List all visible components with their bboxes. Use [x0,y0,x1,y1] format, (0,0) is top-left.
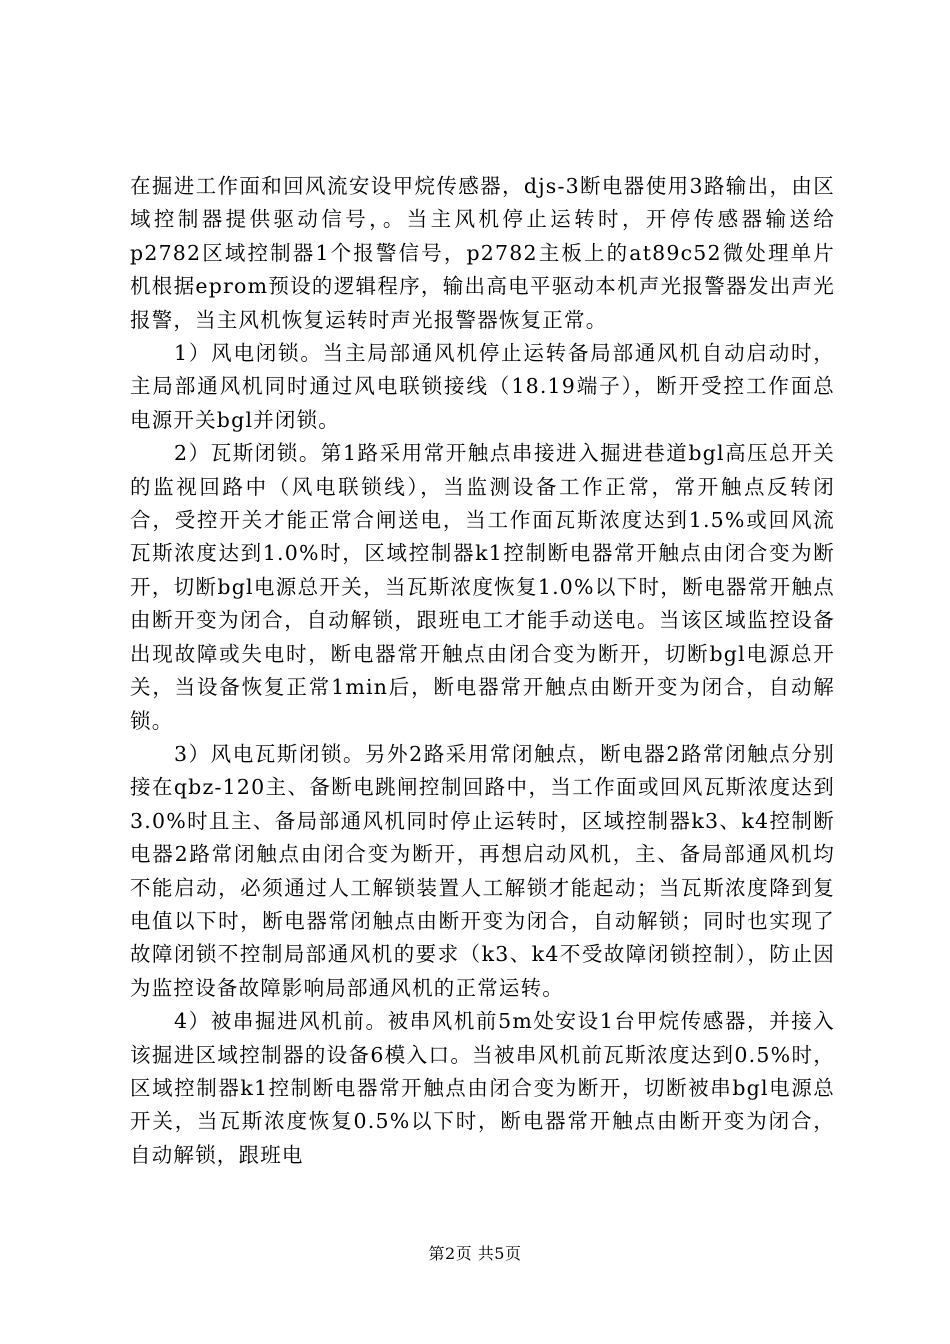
paragraph-wind-gas-lockout: 3）风电瓦斯闭锁。另外2路采用常闭触点，断电器2路常闭触点分别接在qbz-120主、备断电跳闸控制回路中，当工作面或回风瓦斯浓度达到3.0%时且主、备局部通风机同时停止运转时，区域控制器k3、k4控制断电器2路常闭触点由闭合变为断开，再想启动风机，主、备局部通风机均不能启动，必须通过人工解锁装置人工解锁才能起动；当瓦斯浓度降到复电值以下时，断电器常闭触点由断开变为闭合，自动解锁；同时也实现了故障闭锁不控制局部通风机的要求（k3、k4不受故障闭锁控制），防止因为监控设备故障影响局部通风机的正常运转。 [130,741,835,1000]
paragraph-gas-lockout: 2）瓦斯闭锁。第1路采用常开触点串接进入掘进巷道bgl高压总开关的监视回路中（风电联锁线），当监测设备工作正常，常开触点反转闭合，受控开关才能正常合闸送电，当工作面瓦斯浓度达到1.5%或回风流瓦斯浓度达到1.0%时，区域控制器k1控制断电器常开触点由闭合变为断开，切断bgl电源总开关，当瓦斯浓度恢复1.0%以下时，断电器常开触点由断开变为闭合，自动解锁，跟班电工才能手动送电。当该区域监控设备出现故障或失电时，断电器常开触点由闭合变为断开，切断bgl电源总开关，当设备恢复正常1min后，断电器常开触点由断开变为闭合，自动解锁。 [130,441,835,733]
page-number-footer: 第2页 共5页 [428,1244,522,1263]
paragraph-continuation: 在掘进工作面和回风流安设甲烷传感器，djs-3断电器使用3路输出，由区域控制器提供驱动信号，。当主风机停止运转时，开停传感器输送给p2782区域控制器1个报警信号，p2782主板上的at89c52微处理单片机根据eprom预设的逻辑程序，输出高电平驱动本机声光报警器发出声光报警，当主风机恢复运转时声光报警器恢复正常。 [130,174,835,332]
document-body [130,170,835,1172]
paragraph-series-fan: 4）被串掘进风机前。被串风机前5m处安设1台甲烷传感器，并接入该掘进区域控制器的设备6模入口。当被串风机前瓦斯浓度达到0.5%时，区域控制器k1控制断电器常开触点由闭合变为断开，切断被串bgl电源总开关，当瓦斯浓度恢复0.5%以下时，断电器常开触点由断开变为闭合，自动解锁，跟班电 [130,1009,835,1167]
paragraph-wind-power-lockout: 1）风电闭锁。当主局部通风机停止运转备局部通风机自动启动时，主局部通风机同时通过风电联锁接线（18.19端子），断开受控工作面总电源开关bgl并闭锁。 [130,341,835,432]
